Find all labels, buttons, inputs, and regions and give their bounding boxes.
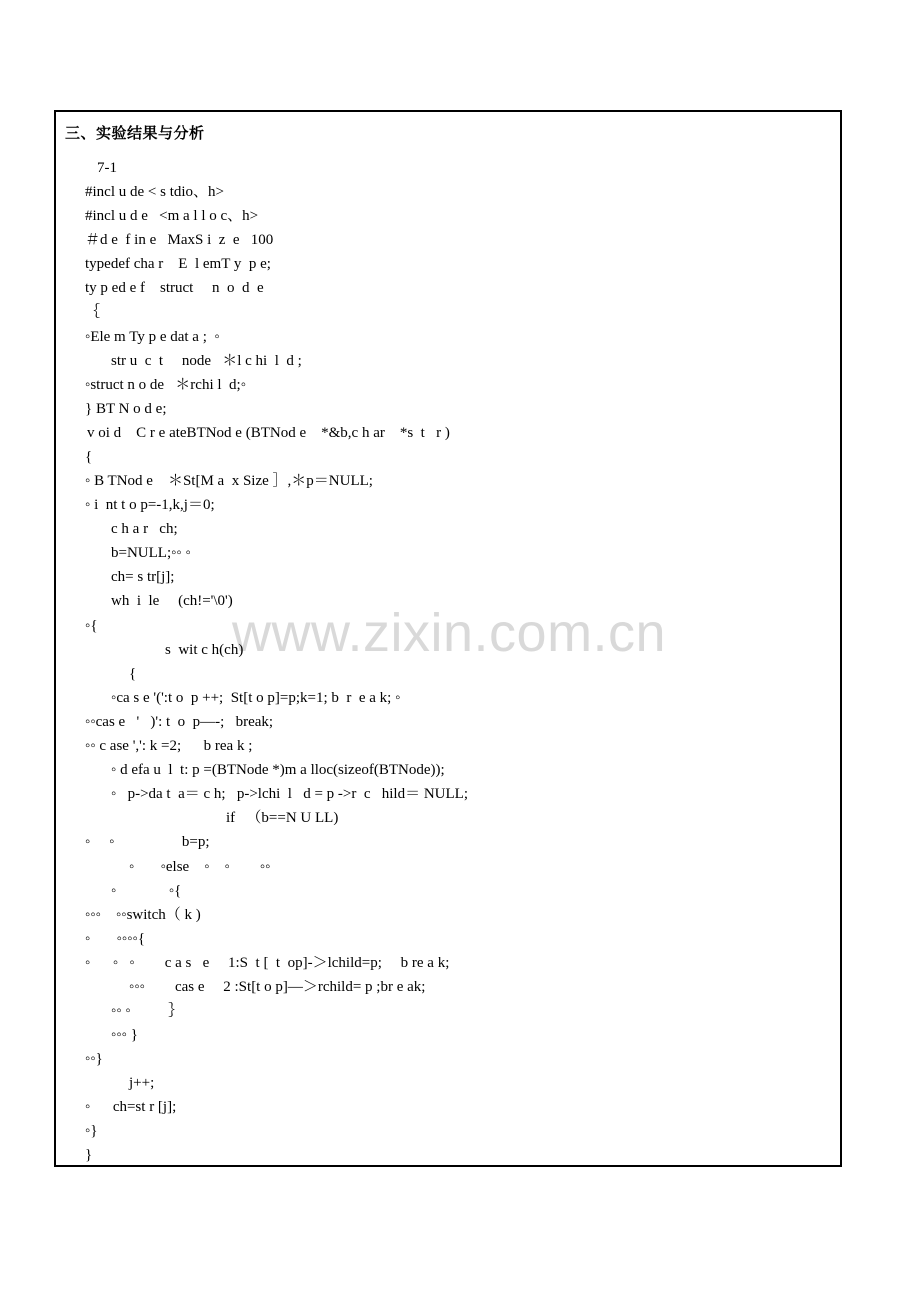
code-line: ◦◦◦ }	[111, 1027, 138, 1043]
code-line: ◦◦ ◦ ｝	[111, 1003, 184, 1019]
code-line: #incl u de < s tdio、h>	[85, 184, 224, 200]
code-line: }	[85, 1147, 93, 1163]
code-line: ◦ ◦{	[111, 883, 182, 899]
code-line: v oi d C r e ateBTNod e (BTNod e *&b,c h ar *s t r )	[87, 425, 450, 441]
code-line: wh i le (ch!='\0')	[111, 593, 233, 609]
code-line: ◦ ◦ b=p;	[85, 834, 210, 850]
code-line: {	[85, 449, 93, 465]
watermark: www.zixin.com.cn	[232, 603, 667, 663]
code-line: if （b==N U LL)	[226, 810, 339, 826]
code-line: ◦ ◦else ◦ ◦ ◦◦	[129, 859, 271, 875]
code-line: ty p ed e f struct n o d e	[85, 280, 264, 296]
code-line: typedef cha r E l emT y p e;	[85, 256, 271, 272]
code-line: ◦ d efa u l t: p =(BTNode *)m a lloc(sizeof(BTNode));	[111, 762, 445, 778]
code-line: ◦◦◦ cas e 2 :St[t o p]—＞rchild= p ;br e ak;	[129, 979, 426, 995]
code-line: {	[129, 666, 137, 682]
code-line: ◦ ◦◦◦◦{	[85, 931, 146, 947]
code-line: ◦Ele m Ty p e dat a ; ◦	[85, 329, 220, 345]
code-line: ◦}	[85, 1123, 98, 1139]
code-line: ◦ i nt t o p=-1,k,j＝0;	[85, 497, 215, 513]
code-line: c h a r ch;	[111, 521, 178, 537]
code-line: ◦ B TNod e ＊St[M a x Size ］,＊p＝NULL;	[85, 473, 373, 489]
code-line: ◦◦cas e ' )': t o p—-; break;	[85, 714, 274, 730]
code-line: ｛	[85, 304, 101, 320]
code-line: #incl u d e <m a l l o c、h>	[85, 208, 259, 224]
code-line: ＃d e f in e MaxS i z e 100	[85, 232, 274, 248]
code-line: j++;	[129, 1075, 155, 1091]
code-line: ◦ p->da t a＝ c h; p->lchi l d = p ->r c hild＝ NULL;	[111, 786, 469, 802]
code-line: ◦◦◦ ◦◦switch（ k )	[85, 907, 201, 923]
code-line: b=NULL;◦◦ ◦	[111, 545, 191, 561]
code-line: ch= s tr[j];	[111, 569, 175, 585]
code-line: ◦ ch=st r [j];	[85, 1099, 177, 1115]
code-line: 7-1	[97, 160, 117, 176]
section-heading: 三、实验结果与分析	[65, 124, 205, 142]
code-line: ◦ ◦ ◦ c a s e 1:S t [ t op]-＞lchild=p; b re a k;	[85, 955, 450, 971]
code-line: str u c t node ＊l c hi l d ;	[111, 353, 302, 369]
code-line: ◦ca s e '(':t o p ++; St[t o p]=p;k=1; b r e a k; ◦	[111, 690, 401, 706]
code-line: s wit c h(ch)	[165, 642, 244, 658]
code-line: ◦◦}	[85, 1051, 103, 1067]
code-line: ◦struct n o de ＊rchi l d;◦	[85, 377, 247, 393]
code-line: ◦{	[85, 618, 98, 634]
code-line: ◦◦ c ase ',': k =2; b rea k ;	[85, 738, 253, 754]
code-line: } BT N o d e;	[85, 401, 167, 417]
